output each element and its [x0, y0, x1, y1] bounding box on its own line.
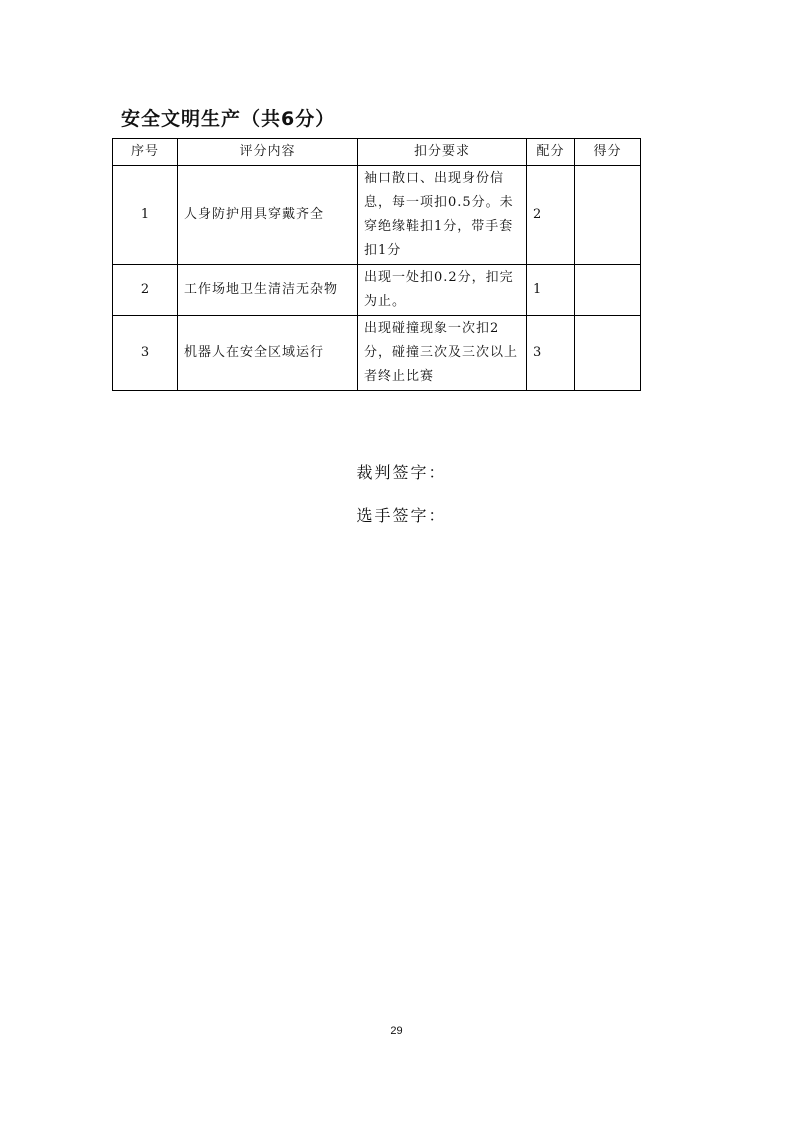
- row-points: 3: [527, 316, 575, 391]
- row-content: 机器人在安全区域运行: [178, 316, 358, 391]
- row-points: 2: [527, 166, 575, 265]
- section-title: 安全文明生产（共6分）: [121, 108, 336, 130]
- header-content: 评分内容: [178, 139, 358, 166]
- table-row: [113, 265, 641, 316]
- table-row: [113, 166, 641, 265]
- row-score: [575, 166, 641, 265]
- row-score: [575, 316, 641, 391]
- header-requirement: 扣分要求: [358, 139, 527, 166]
- header-points: 配分: [527, 139, 575, 166]
- row-content: 人身防护用具穿戴齐全: [178, 166, 358, 265]
- header-score: 得分: [575, 139, 641, 166]
- row-score: [575, 265, 641, 316]
- row-points: 1: [527, 265, 575, 316]
- table-header-row: [113, 139, 641, 166]
- page-number: 29: [390, 1025, 403, 1037]
- row-content: 工作场地卫生清洁无杂物: [178, 265, 358, 316]
- header-no: 序号: [113, 139, 178, 166]
- row-requirement: 出现碰撞现象一次扣2分，碰撞三次及三次以上者终止比赛: [358, 316, 527, 391]
- row-number: 2: [113, 265, 178, 316]
- scoring-table: [112, 138, 641, 391]
- row-number: 1: [113, 166, 178, 265]
- row-number: 3: [113, 316, 178, 391]
- row-requirement: 出现一处扣0.2分，扣完为止。: [358, 265, 527, 316]
- referee-signature-label: 裁判签字：: [356, 463, 447, 482]
- row-requirement: 袖口散口、出现身份信息，每一项扣0.5分。未穿绝缘鞋扣1分，带手套扣1分: [358, 166, 527, 265]
- player-signature-label: 选手签字：: [356, 506, 447, 525]
- table-row: [113, 316, 641, 391]
